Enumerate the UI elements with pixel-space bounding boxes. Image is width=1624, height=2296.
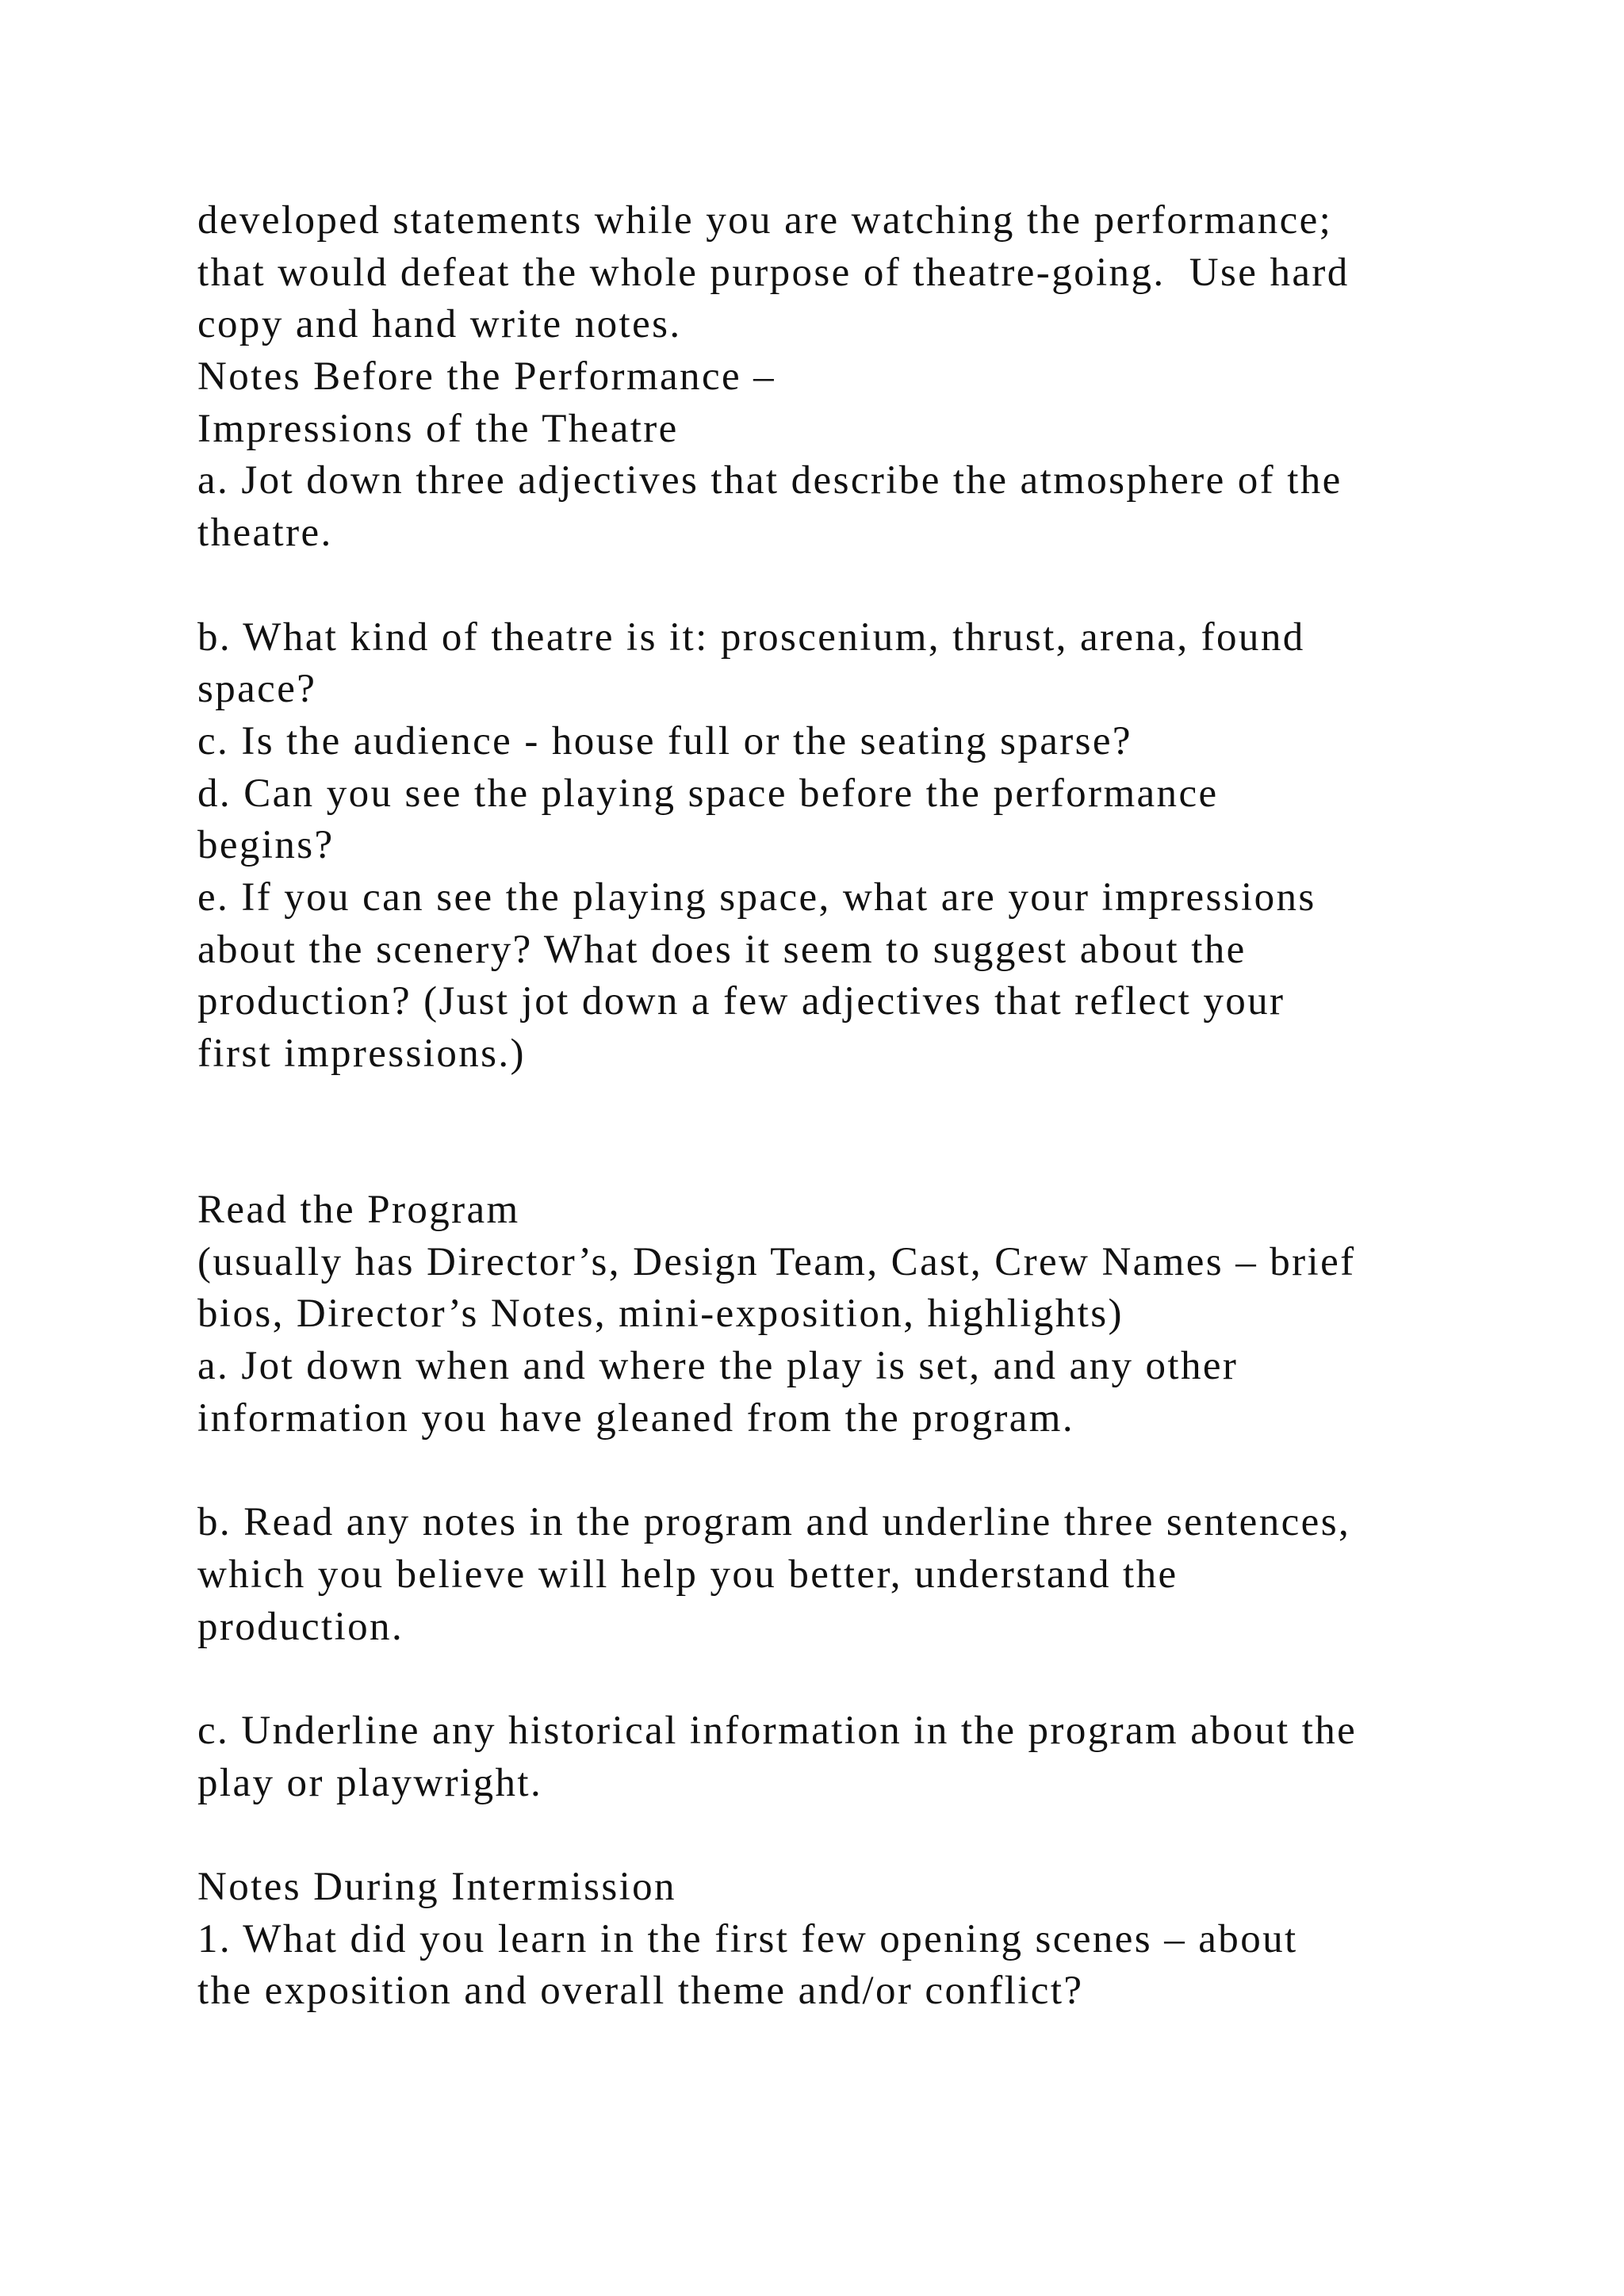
text-line: the exposition and overall theme and/or conflict? xyxy=(197,1969,1084,2014)
text-line: production. xyxy=(197,1604,404,1649)
text-line: c. Underline any historical information in the program about the xyxy=(197,1708,1358,1753)
blank-line xyxy=(197,560,1530,612)
text-line: that would defeat the whole purpose of theatre-going. Use hard xyxy=(197,250,1350,295)
text-line: information you have gleaned from the program. xyxy=(197,1395,1074,1441)
text-line: bios, Director’s Notes, mini-exposition, highlights) xyxy=(197,1292,1124,1337)
section-heading-during-intermission: Notes During Intermission xyxy=(197,1865,676,1910)
blank-line xyxy=(197,1445,1530,1498)
text-line: 1. What did you learn in the first few opening scenes – about xyxy=(197,1916,1298,1961)
document-body xyxy=(197,195,1530,2018)
text-line: c. Is the audience - house full or the seating sparse? xyxy=(197,718,1132,763)
text-line: a. Jot down when and where the play is set, and any other xyxy=(197,1344,1239,1389)
text-line: production? (Just jot down a few adjectives that reflect your xyxy=(197,979,1285,1024)
text-line: b. What kind of theatre is it: proscenium, thrust, arena, found xyxy=(197,614,1305,660)
subheading-impressions-of-theatre: Impressions of the Theatre xyxy=(197,406,679,451)
text-line: copy and hand write notes. xyxy=(197,302,682,347)
blank-line xyxy=(197,1081,1530,1184)
text-line: (usually has Director’s, Design Team, Cast, Crew Names – brief xyxy=(197,1239,1356,1284)
section-heading-before-performance: Notes Before the Performance – xyxy=(197,354,776,400)
text-line: space? xyxy=(197,667,317,712)
blank-line xyxy=(197,1653,1530,1705)
text-line: a. Jot down three adjectives that describe the atmosphere of the xyxy=(197,458,1342,503)
text-line: begins? xyxy=(197,823,335,868)
section-heading-read-program: Read the Program xyxy=(197,1188,520,1233)
text-line: b. Read any notes in the program and underline three sentences, xyxy=(197,1500,1351,1545)
text-line: theatre. xyxy=(197,511,333,556)
text-line: about the scenery? What does it seem to suggest about the xyxy=(197,927,1247,972)
text-line: d. Can you see the playing space before the performance xyxy=(197,771,1219,816)
text-line: which you believe will help you better, understand the xyxy=(197,1552,1178,1597)
text-line: e. If you can see the playing space, what are your impressions xyxy=(197,874,1316,920)
text-line: developed statements while you are watching the performance; xyxy=(197,198,1333,243)
text-line: first impressions.) xyxy=(197,1031,526,1076)
blank-line xyxy=(197,1809,1530,1862)
text-line: play or playwright. xyxy=(197,1760,543,1805)
